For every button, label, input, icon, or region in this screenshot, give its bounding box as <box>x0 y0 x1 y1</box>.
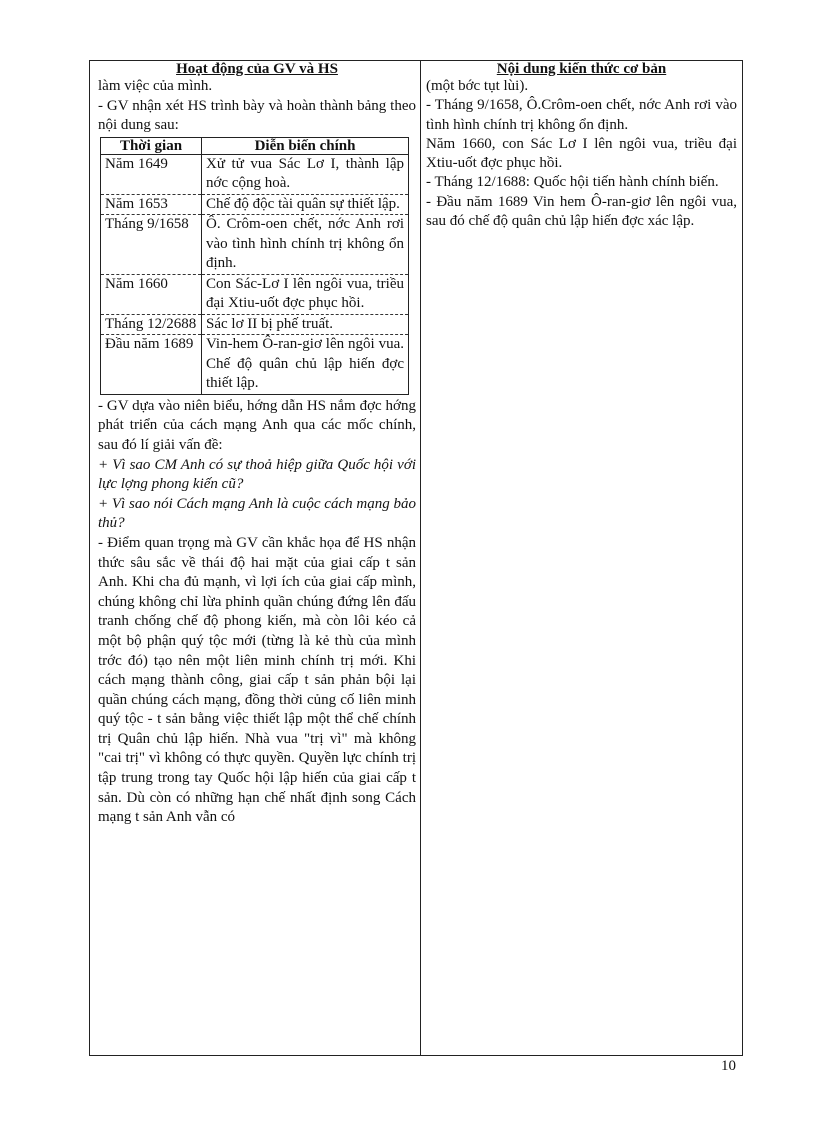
event-cell: Ô. Crôm-oen chết, nớc Anh rơi vào tình hình chính trị không ổn định. <box>202 215 409 275</box>
table-row <box>101 274 409 314</box>
time-cell: Đầu năm 1689 <box>101 335 202 395</box>
question-1: + Vì sao CM Anh có sự thoả hiệp giữa Quốc hội với lực lợng phong kiến cũ? <box>98 456 416 493</box>
table-row <box>101 215 409 275</box>
event-column-header: Diễn biến chính <box>202 137 409 154</box>
chronology-table <box>100 137 409 395</box>
activities-column <box>90 61 421 1055</box>
event-cell: Sác lơ II bị phế truất. <box>202 314 409 335</box>
knowledge-header: Nội dung kiến thức cơ bản <box>496 61 667 77</box>
event-cell: Con Sác-Lơ I lên ngôi vua, triều đại Xtiu-uốt đợc phục hồi. <box>202 274 409 314</box>
guidance-paragraph: - GV dựa vào niên biểu, hớng dẫn HS nắm đợc hớng phát triển của cách mạng Anh qua các mốc chính, sau đó lí giải vấn đề: <box>98 397 416 453</box>
time-cell: Năm 1649 <box>101 154 202 194</box>
activities-header: Hoạt động của GV và HS <box>176 61 338 77</box>
intro-line-1: làm việc của mình. <box>98 78 213 94</box>
knowledge-paragraph: - Tháng 9/1658, Ô.Crôm-oen chết, nớc Anh rơi vào tình hình chính trị không ổn định. <box>426 97 737 133</box>
event-cell: Xử tử vua Sác Lơ I, thành lập nớc cộng hoà. <box>202 154 409 194</box>
knowledge-column <box>421 61 742 1055</box>
time-cell: Tháng 9/1658 <box>101 215 202 275</box>
time-column-header: Thời gian <box>101 137 202 154</box>
knowledge-paragraph: Năm 1660, con Sác Lơ I lên ngôi vua, triều đại Xtiu-uốt đợc phục hồi. <box>426 135 737 172</box>
time-cell: Năm 1653 <box>101 194 202 215</box>
lesson-table <box>89 60 743 1056</box>
table-row <box>101 335 409 395</box>
event-cell: Vin-hem Ô-ran-giơ lên ngôi vua. Chế độ quân chủ lập hiến đợc thiết lập. <box>202 335 409 395</box>
time-cell: Năm 1660 <box>101 274 202 314</box>
knowledge-paragraph: - Đầu năm 1689 Vin hem Ô-ran-giơ lên ngôi vua, sau đó chế độ quân chủ lập hiến đợc xác lập. <box>426 193 737 230</box>
time-cell: Tháng 12/2688 <box>101 314 202 335</box>
table-row <box>101 194 409 215</box>
page-number: 10 <box>721 1058 736 1074</box>
table-row <box>101 154 409 194</box>
knowledge-paragraph: (một bớc tụt lùi). <box>426 78 529 94</box>
question-2: + Vì sao nói Cách mạng Anh là cuộc cách mạng bảo thủ? <box>98 495 416 532</box>
knowledge-paragraph: - Tháng 12/1688: Quốc hội tiến hành chính biến. <box>426 174 719 191</box>
analysis-paragraph: - Điểm quan trọng mà GV cần khắc họa để HS nhận thức sâu sắc về thái độ hai mặt của giai cấp t sản Anh. Khi cha đủ mạnh, vì lợi ích của giai cấp mình, chúng không chỉ lừa phỉnh quần chúng đứng lên đấu tranh chống chế độ phong kiến, mà còn lôi kéo cả một bộ phận quý tộc mới (từng là kẻ thù của mình trớc đó) tạo nên một liên minh chính trị mới. Khi cách mạng thành công, giai cấp t sản phản bội lại quần chúng cách mạng, đồng thời củng cố liên minh quý tộc - t sản bằng việc thiết lập một thể chế chính trị Quân chủ lập hiến. Nhà vua "trị vì" mà không "cai trị" vì không có thực quyền. Quyền lực chính trị tập trung trong tay Quốc hội lập hiến của giai cấp t sản. Dù còn có những hạn chế nhất định song Cách mạng t sản Anh vẫn có <box>98 534 416 826</box>
intro-line-2: - GV nhận xét HS trình bày và hoàn thành bảng theo nội dung sau: <box>98 97 416 134</box>
event-cell: Chế độ độc tài quân sự thiết lập. <box>202 194 409 215</box>
table-row <box>101 314 409 335</box>
